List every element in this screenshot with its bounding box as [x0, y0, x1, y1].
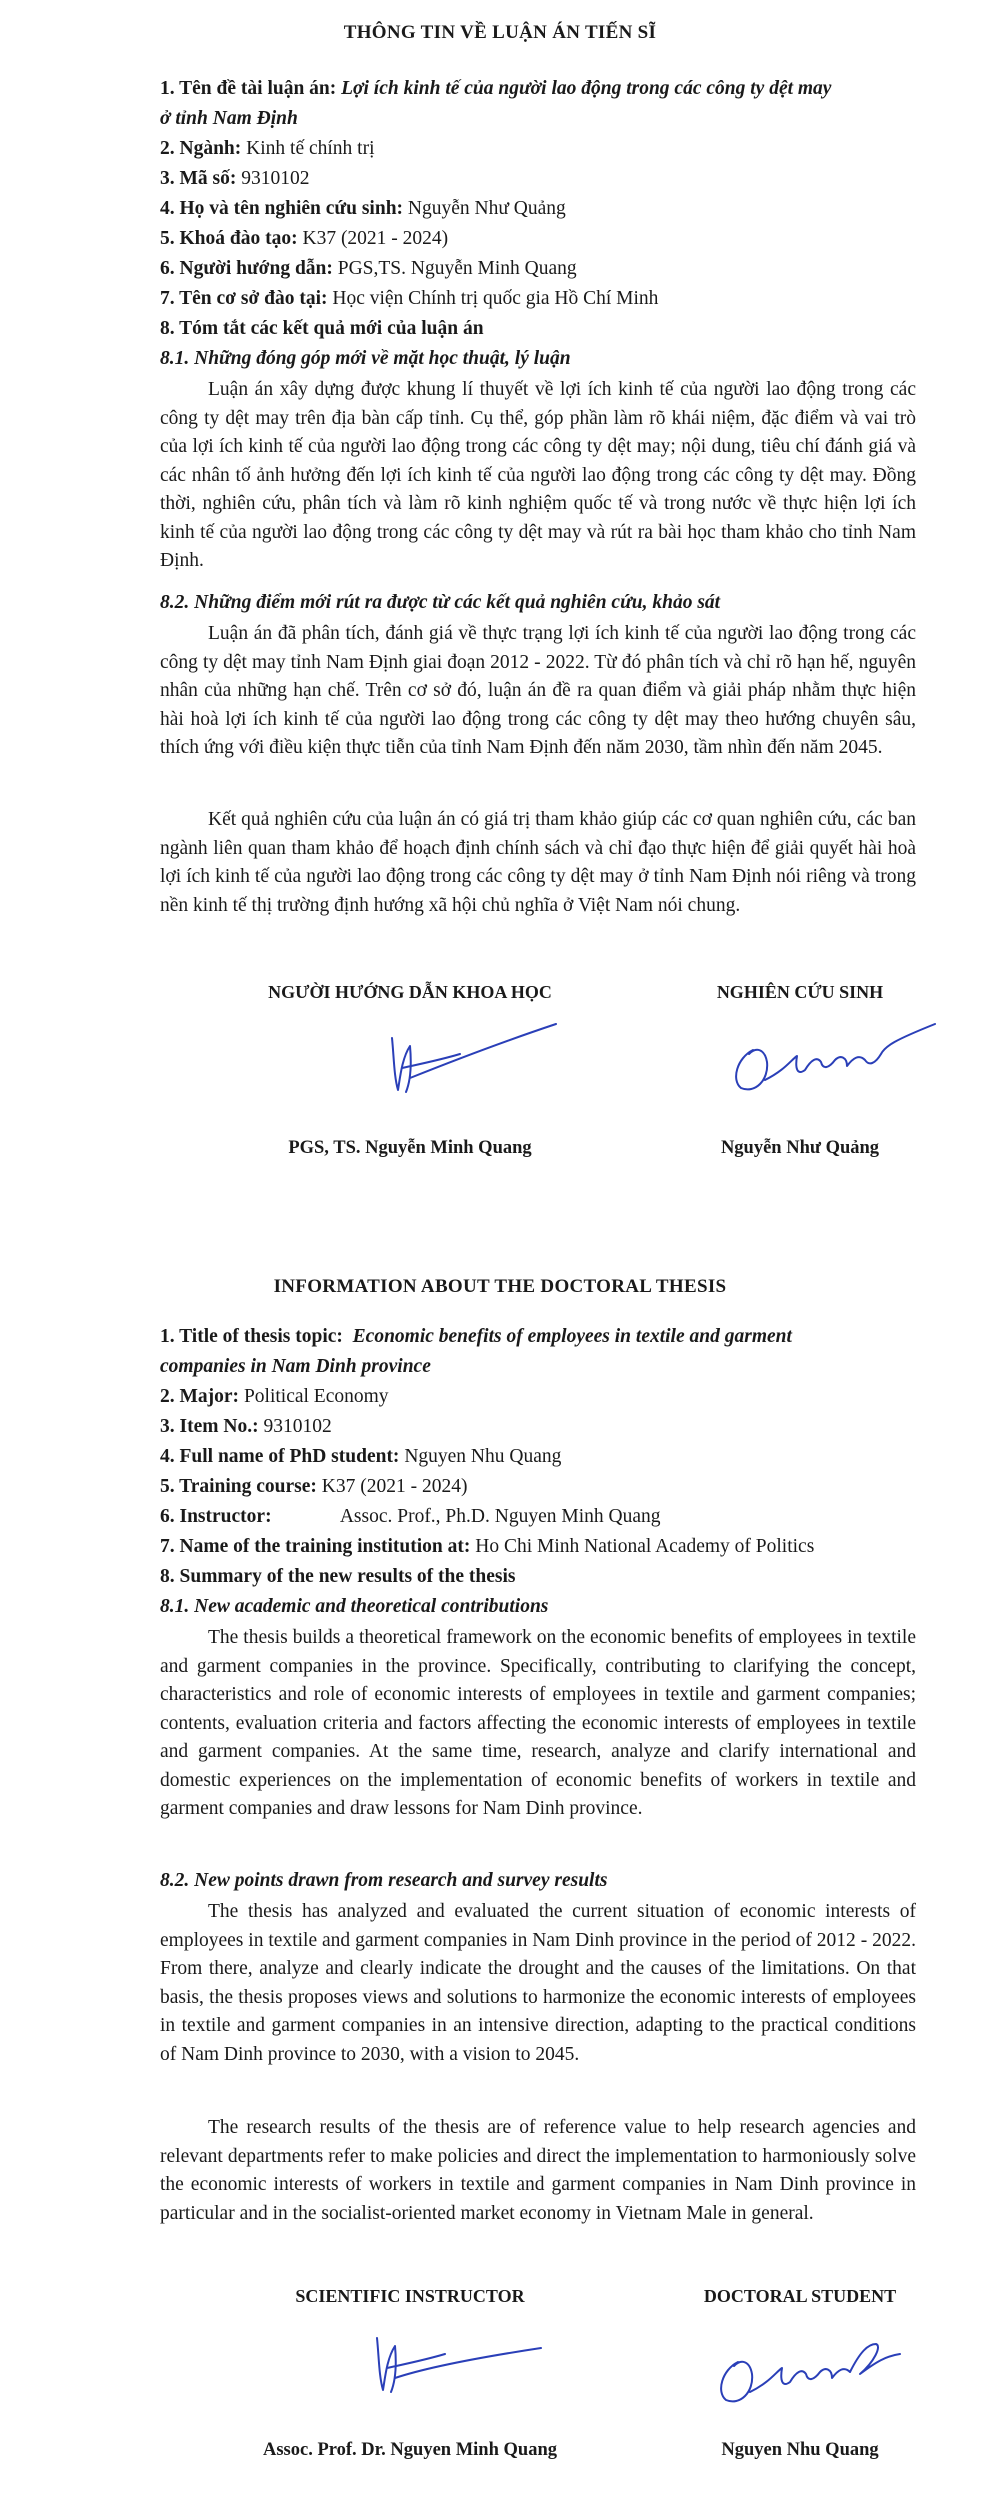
en-s81-heading: 8.1. New academic and theoretical contributions — [160, 1596, 549, 1617]
vi-s81-heading-line — [160, 348, 920, 370]
en-institution-value: Ho Chi Minh National Academy of Politics — [475, 1536, 815, 1557]
vi-topic-value: Lợi ích kinh tế của người lao động trong các công ty dệt may — [341, 78, 832, 99]
vi-s81-paragraph: Luận án xây dựng được khung lí thuyết về lợi ích kinh tế của người lao động trong các công ty dệt may trên địa bàn cấp tỉnh. Cụ thể, góp phần làm rõ khái niệm, đặc điểm và vai trò của lợi ích kinh tế của người lao động trong các công ty dệt may; nội dung, tiêu chí đánh giá và các nhân tố ảnh hưởng đến lợi ích kinh tế của người lao động trong các công ty dệt may. Đồng thời, nghiên cứu, phân tích và làm rõ kinh nghiệm quốc tế và trong nước về thực hiện lợi ích kinh tế của người lao động trong các công ty dệt may và rút ra bài học tham khảo cho tỉnh Nam Định. — [160, 379, 916, 571]
vi-instructor-line — [160, 258, 920, 280]
en-s82-heading: 8.2. New points drawn from research and survey results — [160, 1870, 608, 1891]
en-instructor-value: Assoc. Prof., Ph.D. Nguyen Minh Quang — [339, 1506, 661, 1527]
en-summary-line — [160, 1566, 920, 1588]
vi-course-line — [160, 228, 920, 250]
en-s81-heading-line — [160, 1596, 920, 1618]
en-topic-value-2: companies in Nam Dinh province — [160, 1356, 431, 1377]
vi-topic-line — [160, 78, 920, 100]
vi-s81-heading: 8.1. Những đóng góp mới về mặt học thuật, lý luận — [160, 348, 571, 369]
en-s81-paragraph: The thesis builds a theoretical framework on the economic benefits of employees in textile and garment companies in the province. Specifically, contributing to clarifying the concept, characteristics and role of economic interests of employees in textile and garment companies; contents, evaluation criteria and factors affecting the economic interests of employees in textile and garment companies. At the same time, research, analyze and clarify international and domestic experiences on the implementation of economic benefits of workers in textile and garment companies and draw lessons for Nam Dinh province. — [160, 1627, 916, 1819]
vi-signature-name-student: Nguyễn Như Quảng — [720, 1138, 880, 1158]
vi-s82-paragraph-a: Luận án đã phân tích, đánh giá về thực trạng lợi ích kinh tế của người lao động trong các công ty dệt may tỉnh Nam Định giai đoạn 2012 - 2022. Từ đó phân tích và chỉ rõ hạn hế, nguyên nhân của những hạn chế. Trên cơ sở đó, luận án đề ra quan điểm và giải pháp nhằm thực hiện hài hoà lợi ích kinh tế của người lao động trong các công ty dệt may theo hướng chuyên sâu, thích ứng với điều kiện thực tiễn của tỉnh Nam Định đến năm 2030, tầm nhìn đến năm 2045. — [160, 623, 916, 758]
en-course-value: K37 (2021 - 2024) — [321, 1476, 468, 1497]
en-topic-line — [160, 1326, 920, 1348]
en-topic-value: Economic benefits of employees in textile and garment — [352, 1326, 792, 1347]
vi-topic-value-2: ở tỉnh Nam Định — [160, 108, 298, 129]
vi-page-title: THÔNG TIN VỀ LUẬN ÁN TIẾN SĨ — [343, 22, 657, 43]
vi-signature-heading-student: NGHIÊN CỨU SINH — [716, 982, 884, 1002]
vi-major-label: 2. Ngành: — [160, 138, 242, 159]
vi-institution-line — [160, 288, 920, 310]
vi-s82-paragraph-b: Kết quả nghiên cứu của luận án có giá trị tham khảo giúp các cơ quan nghiên cứu, các ban ngành liên quan tham khảo để hoạch định chính sách và chỉ đạo thực hiện để giải quyết hài hoà lợi ích kinh tế của người lao động trong các công ty dệt may ở tỉnh Nam Định nói riêng và trong nền kinh tế thị trường định hướng xã hội chủ nghĩa ở Việt Nam nói chung. — [160, 809, 916, 916]
en-student-line — [160, 1446, 920, 1468]
en-s82-paragraph-b: The research results of the thesis are of reference value to help research agencies and relevant departments refer to make policies and direct the implementation to harmoniously solve the economic interests of workers in textile and garment companies in Nam Dinh province in particular and in the socialist-oriented market economy in Vietnam Male in general. — [160, 2117, 916, 2224]
en-signature-heading-student: DOCTORAL STUDENT — [703, 2286, 897, 2306]
en-institution-label: 7. Name of the training institution at: — [160, 1536, 471, 1557]
en-summary-label: 8. Summary of the new results of the thesis — [160, 1566, 516, 1587]
en-institution-line — [160, 1536, 920, 1558]
vi-course-value: K37 (2021 - 2024) — [302, 228, 449, 249]
en-major-line — [160, 1386, 920, 1408]
vi-instructor-signature — [380, 1018, 560, 1098]
vi-institution-label: 7. Tên cơ sở đào tại: — [160, 288, 328, 309]
en-signature-heading-instructor: SCIENTIFIC INSTRUCTOR — [295, 2286, 525, 2306]
en-student-signature — [710, 2322, 910, 2412]
vi-major-line — [160, 138, 920, 160]
en-s82-heading-line — [160, 1870, 920, 1892]
vi-student-label: 4. Họ và tên nghiên cứu sinh: — [160, 198, 404, 219]
en-instructor-line — [160, 1506, 920, 1528]
en-item-line — [160, 1416, 920, 1438]
en-student-label: 4. Full name of PhD student: — [160, 1446, 400, 1467]
vi-topic-label: 1. Tên đề tài luận án: — [160, 78, 337, 99]
en-course-label: 5. Training course: — [160, 1476, 317, 1497]
vi-instructor-label: 6. Người hướng dẫn: — [160, 258, 333, 279]
en-course-line — [160, 1476, 920, 1498]
vi-s82-heading: 8.2. Những điểm mới rút ra được từ các kết quả nghiên cứu, khảo sát — [160, 592, 721, 613]
vi-s82-heading-line — [160, 592, 920, 614]
en-signature-name-student: Nguyen Nhu Quang — [721, 2440, 879, 2460]
vi-course-label: 5. Khoá đào tạo: — [160, 228, 298, 249]
en-instructor-signature — [365, 2318, 545, 2398]
vi-code-label: 3. Mã số: — [160, 168, 237, 189]
vi-signature-name-instructor: PGS, TS. Nguyễn Minh Quang — [288, 1138, 532, 1158]
vi-topic-line-2 — [160, 108, 920, 130]
vi-summary-line — [160, 318, 920, 340]
en-major-value: Political Economy — [243, 1386, 389, 1407]
vi-code-line — [160, 168, 920, 190]
en-page-title: INFORMATION ABOUT THE DOCTORAL THESIS — [273, 1276, 727, 1297]
en-topic-label: 1. Title of thesis topic: — [160, 1326, 343, 1347]
en-student-value: Nguyen Nhu Quang — [404, 1446, 562, 1467]
vi-code-value: 9310102 — [241, 168, 310, 189]
vi-student-value: Nguyễn Như Quảng — [407, 198, 566, 219]
vi-instructor-value: PGS,TS. Nguyễn Minh Quang — [337, 258, 577, 279]
vi-student-signature — [725, 1010, 945, 1100]
en-item-label: 3. Item No.: — [160, 1416, 259, 1437]
en-item-value: 9310102 — [263, 1416, 332, 1437]
en-s82-paragraph-a: The thesis has analyzed and evaluated the current situation of economic interests of employees in textile and garment companies in Nam Dinh province in the period of 2012 - 2022. From there, analyze and clearly indicate the drought and the causes of the limitations. On that basis, the thesis proposes views and solutions to harmonize the economic interests of employees in textile and garment companies in an intensive direction, adapting to the practical conditions of Nam Dinh province to 2030, with a vision to 2045. — [160, 1901, 916, 2065]
en-major-label: 2. Major: — [160, 1386, 240, 1407]
en-topic-line-2 — [160, 1356, 920, 1378]
vi-institution-value: Học viện Chính trị quốc gia Hồ Chí Minh — [332, 288, 659, 309]
vi-student-line — [160, 198, 920, 220]
vi-signature-heading-instructor: NGƯỜI HƯỚNG DẪN KHOA HỌC — [268, 982, 552, 1002]
vi-major-value: Kinh tế chính trị — [246, 138, 375, 159]
en-instructor-label: 6. Instructor: — [160, 1506, 272, 1527]
vi-summary-label: 8. Tóm tắt các kết quả mới của luận án — [160, 318, 484, 339]
en-signature-name-instructor: Assoc. Prof. Dr. Nguyen Minh Quang — [263, 2440, 557, 2460]
